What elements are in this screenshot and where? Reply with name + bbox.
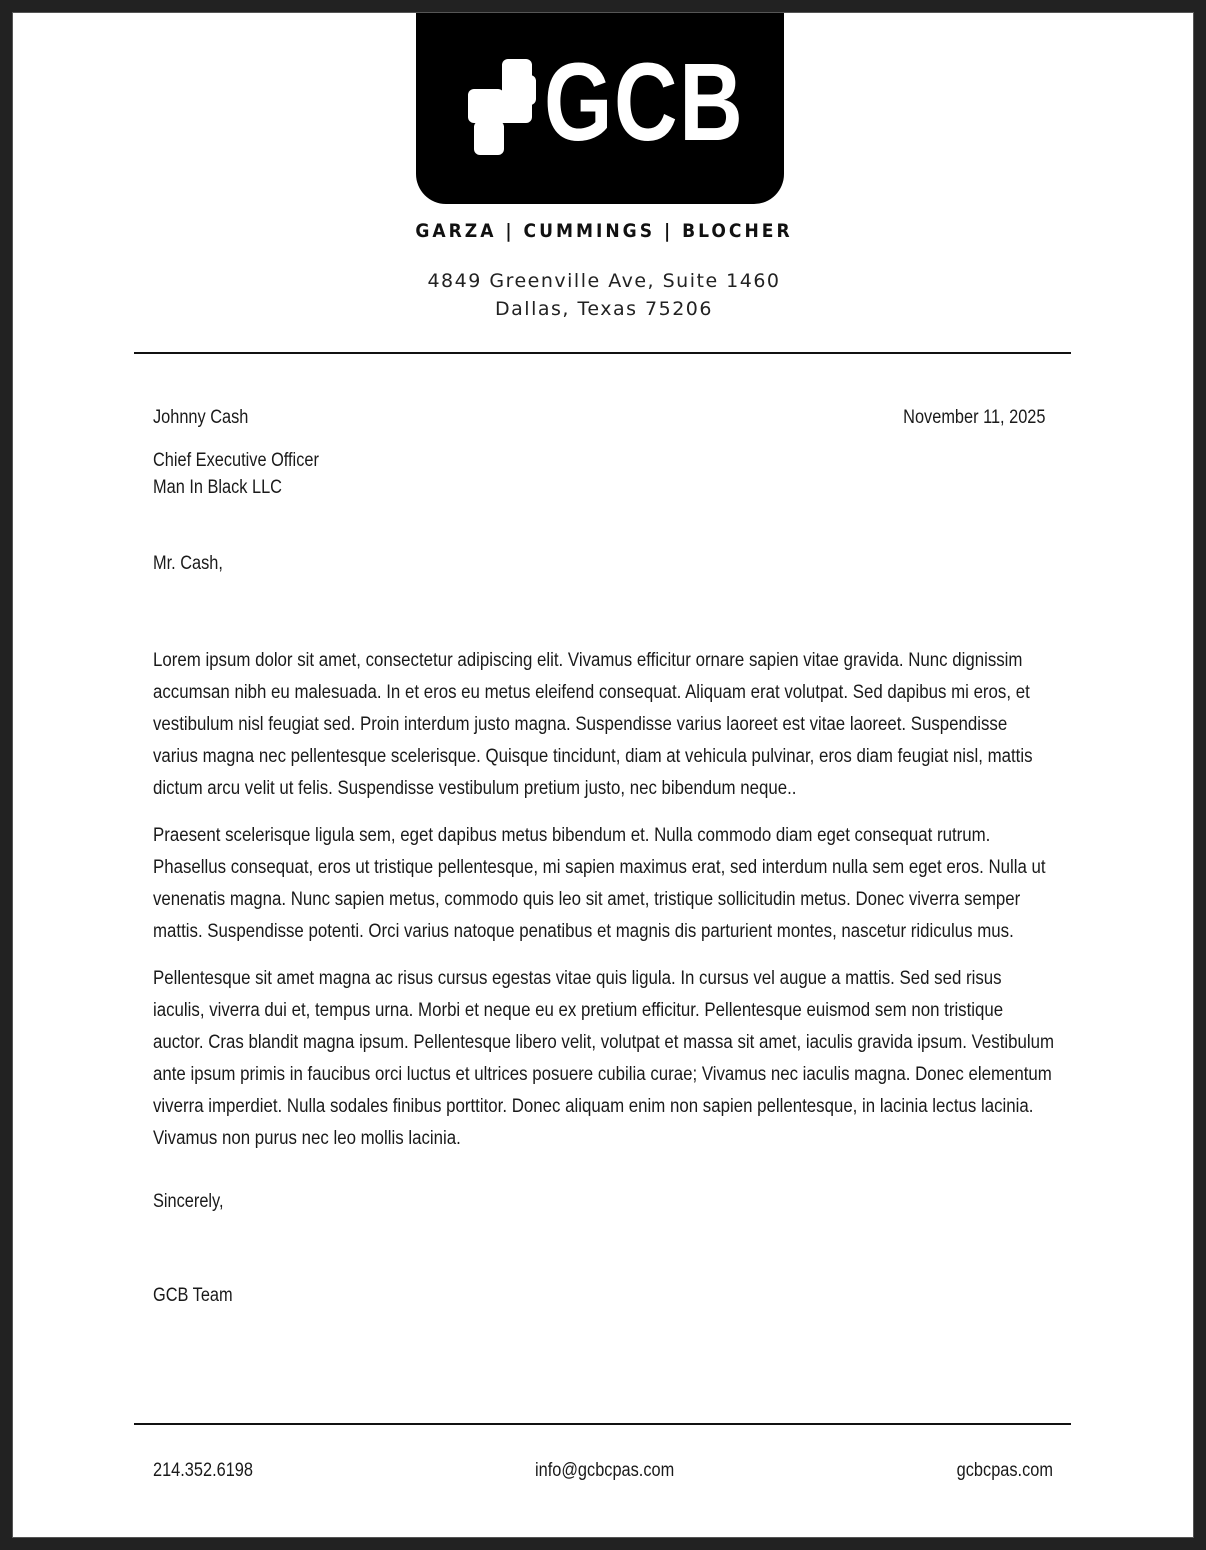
footer-divider: [134, 1423, 1071, 1425]
letter-page: [12, 12, 1194, 1538]
body-paragraph: Pellentesque sit amet magna ac risus cursus egestas vitae quis ligula. In cursus vel augue a mattis. Sed sed risus iaculis, viverra dui et, tempus urna. Morbi et neque eu ex pretium efficitur. Pellentesque euismod sem non tristique auctor. Cras blandit magna ipsum. Pellentesque libero velit, volutpat et massa sit amet, iaculis gravida ipsum. Vestibulum ante ipsum primis in faucibus orci luctus et ultrices posuere cubilia curae; Vivamus nec iaculis magna. Donec elementum viverra imperdiet. Nulla sodales finibus porttitor. Donec aliquam enim non sapien pellentesque, in lacinia lectus lacinia. Vivamus non purus nec leo mollis lacinia.: [153, 967, 1055, 1149]
letter-body: [153, 644, 1056, 1169]
firm-address: [13, 267, 1194, 323]
cross-logo-icon: [468, 59, 536, 155]
signature: GCB Team: [153, 1285, 233, 1306]
recipient-title: Chief Executive Officer: [153, 450, 319, 471]
logo-block: [416, 13, 784, 204]
footer-phone: 214.352.6198: [153, 1460, 253, 1481]
address-line-2: Dallas, Texas 75206: [495, 298, 713, 320]
salutation: Mr. Cash,: [153, 553, 223, 574]
recipient-name: Johnny Cash: [153, 407, 249, 428]
letter-date: November 11, 2025: [902, 407, 1045, 428]
body-paragraph: Praesent scelerisque ligula sem, eget dapibus metus bibendum et. Nulla commodo diam eget consequat rutrum. Phasellus consequat, eros ut tristique pellentesque, mi sapien maximus erat, sed interdum nulla sem eget eros. Nulla ut venenatis magna. Nunc sapien metus, commodo quis leo sit amet, tristique sollicitudin metus. Donec viverra semper mattis. Suspendisse potenti. Orci varius natoque penatibus et magnis dis parturient montes, nascetur ridiculus mus.: [153, 824, 1046, 942]
footer-email: info@gcbcpas.com: [535, 1460, 675, 1481]
footer-website: gcbcpas.com: [956, 1460, 1053, 1481]
firm-name: GARZA | CUMMINGS | BLOCHER: [415, 220, 793, 242]
header-divider: [134, 352, 1071, 354]
body-paragraph: Lorem ipsum dolor sit amet, consectetur adipiscing elit. Vivamus efficitur ornare sapien vitae gravida. Nunc dignissim accumsan nibh eu malesuada. In et eros eu metus eleifend consequat. Aliquam erat volutpat. Sed dapibus mi eros, et vestibulum nisl feugiat sed. Proin interdum justo magna. Suspendisse varius laoreet est vitae laoreet. Suspendisse varius magna nec pellentesque scelerisque. Quisque tincidunt, diam at vehicula pulvinar, eros diam feugiat nisl, mattis dictum arcu velit ut felis. Suspendisse vestibulum pretium justo, nec bibendum neque..: [153, 649, 1033, 799]
address-line-1: 4849 Greenville Ave, Suite 1460: [427, 270, 781, 292]
recipient-company: Man In Black LLC: [153, 477, 282, 498]
logo-wordmark: GCB: [544, 41, 745, 164]
closing: Sincerely,: [153, 1191, 224, 1212]
